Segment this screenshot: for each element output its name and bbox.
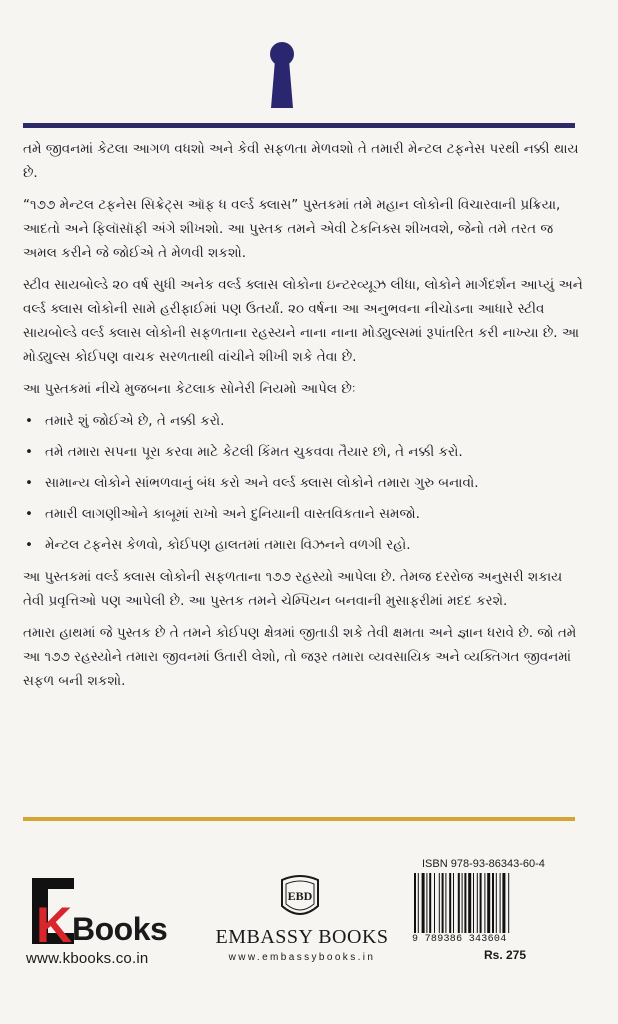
ebd-seal-text: EBD: [287, 889, 313, 903]
list-item: • તમારી લાગણીઓને કાબૂમાં રાખો અને દુનિયાની વાસ્તવિકતાને સમજો.: [23, 502, 583, 526]
list-item: • તમારે શું જોઈએ છે, તે નક્કી કરો.: [23, 409, 583, 433]
isbn-label: ISBN 978-93-86343-60-4: [422, 858, 545, 870]
embassy-url: www.embassybooks.in: [228, 952, 376, 963]
price-label: Rs. 275: [484, 948, 527, 962]
ebd-seal-icon: [278, 872, 322, 924]
keyhole-icon: [262, 40, 302, 110]
bottom-divider: [23, 817, 575, 821]
intro-paragraph: તમે જીવનમાં કેટલા આગળ વધશો અને કેવી સફળતા મેળવશો તે તમારી મેન્ટલ ટફનેસ પરથી નક્કી થાય છે.: [23, 141, 579, 181]
kbooks-name: Books: [72, 911, 168, 947]
golden-rules-list: [23, 409, 583, 557]
author-paragraph: સ્ટીવ સાયબોલ્ડે ૨૦ વર્ષ સુધી અનેક વર્લ્ડ ક્લાસ લોકોના ઇન્ટરવ્યૂઝ લીધા, લોકોને માર્ગદર્શન આપ્યું અને વર્લ્ડ ક્લાસ લોકોની સામે હરીફાઈમાં પણ ઉતર્યાં. ૨૦ વર્ષના આ અનુભવના નીચોડના આધારે સ્ટીવ સાયબોલ્ડે વર્લ્ડ ક્લાસ લોકોની સફળતાના રહસ્યને નાના નાના મોડ્યુલ્સમાં રૂપાંતરિત કરી નાખ્યા છે. આ મોડ્યુલ્સ કોઈપણ વાચક સરળતાથી વાંચીને શીખી શકે તેવા છે.: [23, 277, 583, 365]
closing-paragraph: તમારા હાથમાં જે પુસ્તક છે તે તમને કોઈપણ ક્ષેત્રમાં જીતાડી શકે તેવી ક્ષમતા અને જ્ઞાન ધરાવે છે. જો તમે આ ૧૭૭ રહસ્યોને તમારા જીવનમાં ઉતારી લેશો, તો જરૂર તમારા વ્યવસાયિક અને વ્યક્તિગત જીવનમાં સફળ બની શકશો.: [23, 625, 577, 689]
secrets-paragraph: આ પુસ્તકમાં વર્લ્ડ ક્લાસ લોકોની સફળતાના ૧૭૭ રહસ્યો આપેલા છે. તેમજ દરરોજ અનુસરી શકાય તેવી પ્રવૃત્તિઓ પણ આપેલી છે. આ પુસ્તક તમને ચેમ્પિયન બનવાની મુસાફરીમાં મદદ કરશે.: [23, 569, 563, 609]
embassy-name: EMBASSY BOOKS: [215, 926, 389, 948]
kbooks-k-letter: K: [36, 897, 73, 953]
back-cover-text: [23, 137, 583, 701]
list-item: • તમે તમારા સપના પૂરા કરવા માટે કેટલી કિંમત ચુકવવા તૈયાર છો, તે નક્કી કરો.: [23, 440, 583, 464]
top-divider: [23, 123, 575, 128]
embassy-books-logo: [212, 868, 392, 968]
kbooks-logo: [26, 878, 191, 968]
list-item: • મેન્ટલ ટફનેસ કેળવો, કોઈપણ હાલતમાં તમારા વિઝનને વળગી રહો.: [23, 533, 583, 557]
list-item: • સામાન્ય લોકોને સાંભળવાનું બંધ કરો અને વર્લ્ડ ક્લાસ લોકોને તમારા ગુરુ બનાવો.: [23, 471, 583, 495]
rules-heading: આ પુસ્તકમાં નીચે મુજબના કેટલાક સોનેરી નિયમો આપેલ છેઃ: [23, 381, 356, 397]
book-paragraph: “૧૭૭ મેન્ટલ ટફનેસ સિક્રેટ્સ ઑફ ધ વર્લ્ડ ક્લાસ” પુસ્તકમાં તમે મહાન લોકોની વિચારવાની પ્રક્રિયા, આદતો અને ફિલૉસૉફી અંગે શીખશો. આ પુસ્તક તમને એવી ટેકનિક્સ શીખવશે, જેનો તમે તરત જ અમલ કરીને જે જોઈએ તે મેળવી શકશો.: [23, 197, 561, 261]
kbooks-url: www.kbooks.co.in: [26, 950, 149, 967]
barcode-digits: 9 789386 343604: [412, 934, 507, 945]
barcode-icon: [410, 873, 536, 935]
